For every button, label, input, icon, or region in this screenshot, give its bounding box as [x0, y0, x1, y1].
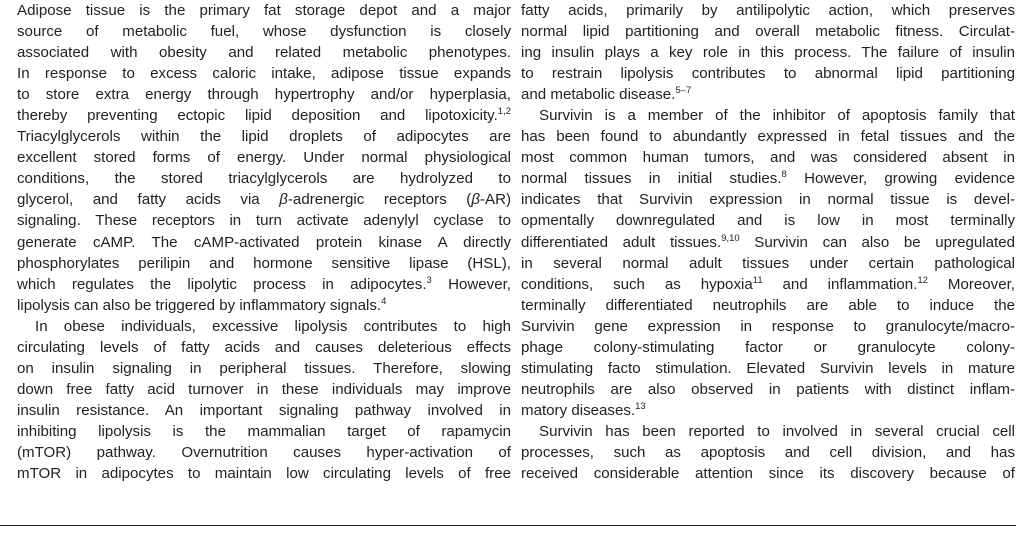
- text-run: most common human tumors, and was considered absent in: [521, 149, 1015, 167]
- text-run: Survivin gene expression in response to granulocyte/macro-: [521, 317, 1015, 335]
- text-run: However,: [431, 275, 511, 293]
- paragraph-1-line: [17, 105, 511, 126]
- text-run: In obese individuals, excessive lipolysis contributes to high: [35, 317, 511, 335]
- text-run: which regulates the lipolytic process in adipocytes.: [17, 275, 427, 293]
- paragraph-1-line: [17, 210, 511, 231]
- paragraph-3-line: [521, 337, 1015, 358]
- text-run: glycerol, and fatty acids via: [17, 191, 280, 209]
- text-run: phage colony-stimulating factor or granulocyte colony-: [521, 338, 1015, 356]
- text-run: terminally differentiated neutrophils are able to induce the: [521, 296, 1015, 314]
- paragraph-3-line: [521, 232, 1015, 253]
- text-run: down free fatty acid turnover in these individuals may improve: [17, 380, 511, 398]
- paragraph-2-line: [17, 316, 511, 337]
- text-run: phosphorylates perilipin and hormone sensitive lipase (HSL),: [17, 254, 511, 272]
- text-run: thereby preventing ectopic lipid deposition and lipotoxicity.: [17, 107, 498, 125]
- greek-symbol: β: [471, 191, 480, 209]
- paragraph-1-line: [17, 126, 511, 147]
- text-run: has been found to abundantly expressed in fetal tissues and the: [521, 128, 1015, 146]
- citation-superscript: 13: [635, 400, 646, 412]
- citation-superscript: 9,10: [721, 232, 740, 244]
- text-run: differentiated adult tissues.: [521, 233, 722, 251]
- paragraph-3-line: [521, 147, 1015, 168]
- paragraph-1-line: [17, 63, 511, 84]
- citation-superscript: 5–7: [675, 85, 692, 97]
- paragraph-3-line: [521, 316, 1015, 337]
- paragraph-3-line: [521, 400, 1015, 421]
- text-run: mTOR in adipocytes to maintain low circulating levels of free: [17, 465, 511, 483]
- text-run: Survivin can also be upregulated: [739, 233, 1015, 251]
- paragraph-3-line: [521, 358, 1015, 379]
- citation-superscript: 3: [426, 274, 432, 286]
- text-run: excellent stored forms of energy. Under normal physiological: [17, 149, 511, 167]
- paragraph-3-line: [521, 210, 1015, 231]
- paragraph-1-line: [17, 84, 511, 105]
- paragraph-4-line: [521, 421, 1015, 442]
- paragraph-1-line: [17, 295, 511, 316]
- footer-divider-line: [0, 525, 1016, 526]
- paragraph-1-line: [17, 0, 511, 21]
- paragraph-3-line: [521, 379, 1015, 400]
- text-run: source of metabolic fuel, whose dysfunction is closely: [17, 23, 511, 41]
- paragraph-3-line: [521, 168, 1015, 189]
- text-run: to restrain lipolysis contributes to abnormal lipid partitioning: [521, 65, 1015, 83]
- greek-symbol: β: [279, 191, 288, 209]
- text-run: in several normal adult tissues under certain pathological: [521, 254, 1015, 272]
- text-run: Survivin is a member of the inhibitor of apoptosis family that: [539, 107, 1015, 125]
- paragraph-1-line: [17, 274, 511, 295]
- text-run: associated with obesity and related metabolic phenotypes.: [17, 44, 511, 62]
- paragraph-4-line: [521, 463, 1015, 484]
- text-run: inhibiting lipolysis is the mammalian target of rapamycin: [17, 422, 511, 440]
- citation-superscript: 11: [752, 274, 763, 286]
- text-run: insulin resistance. An important signaling pathway involved in: [17, 401, 511, 419]
- paragraph-1-line: [17, 189, 511, 210]
- citation-superscript: 8: [781, 169, 787, 181]
- text-run: neutrophils are also observed in patients with distinct inflam-: [521, 380, 1015, 398]
- paragraph-3-line: [521, 105, 1015, 126]
- citation-superscript: 4: [381, 295, 387, 307]
- paragraph-2-line: [521, 84, 1015, 105]
- paragraph-3-line: [521, 253, 1015, 274]
- paragraph-2-line: [17, 358, 511, 379]
- text-run: matory diseases.: [521, 401, 636, 419]
- text-run: received considerable attention since its discovery because of: [521, 465, 1015, 483]
- text-run: However, growing evidence: [786, 170, 1015, 188]
- paragraph-2-line: [17, 400, 511, 421]
- paragraph-2-line: [521, 21, 1015, 42]
- paragraph-1-line: [17, 42, 511, 63]
- paragraph-2-line: [521, 0, 1015, 21]
- text-run: Survivin has been reported to involved in several crucial cell: [539, 422, 1015, 440]
- paragraph-3-line: [521, 274, 1015, 295]
- paragraph-2-line: [521, 63, 1015, 84]
- paragraph-3-line: [521, 189, 1015, 210]
- paragraph-1-line: [17, 253, 511, 274]
- paragraph-3-line: [521, 295, 1015, 316]
- text-run: and metabolic disease.: [521, 86, 676, 104]
- text-run: In response to excess caloric intake, adipose tissue expands: [17, 65, 511, 83]
- text-run: ing insulin plays a key role in this process. The failure of insulin: [521, 44, 1015, 62]
- text-run: lipolysis can also be triggered by inflammatory signals.: [17, 296, 382, 314]
- text-run: generate cAMP. The cAMP-activated protein kinase A directly: [17, 233, 511, 251]
- right-text-column: [521, 0, 1015, 484]
- citation-superscript: 1,2: [497, 106, 511, 118]
- text-run: Adipose tissue is the primary fat storage depot and a major: [17, 2, 511, 19]
- paragraph-3-line: [521, 126, 1015, 147]
- citation-superscript: 12: [917, 274, 928, 286]
- text-run: Triacylglycerols within the lipid droplets of adipocytes are: [17, 128, 511, 146]
- text-run: indicates that Survivin expression in normal tissue is devel-: [521, 191, 1015, 209]
- text-run: normal lipid partitioning and overall metabolic fitness. Circulat-: [521, 23, 1015, 41]
- left-text-column: [17, 0, 511, 484]
- text-run: opmentally downregulated and is low in most terminally: [521, 212, 1015, 230]
- text-run: normal tissues in initial studies.: [521, 170, 782, 188]
- paragraph-4-line: [521, 442, 1015, 463]
- paragraph-2-line: [17, 337, 511, 358]
- paragraph-1-line: [17, 232, 511, 253]
- text-run: and inflammation.: [762, 275, 918, 293]
- paragraph-2-line: [17, 442, 511, 463]
- text-run: -adrenergic receptors (: [287, 191, 472, 209]
- paragraph-2-line: [17, 463, 511, 484]
- text-run: signaling. These receptors in turn activate adenylyl cyclase to: [17, 212, 511, 230]
- text-run: conditions, such as hypoxia: [521, 275, 753, 293]
- text-run: processes, such as apoptosis and cell division, and has: [521, 443, 1015, 461]
- paragraph-2-line: [17, 379, 511, 400]
- text-run: conditions, the stored triacylglycerols are hydrolyzed to: [17, 170, 511, 188]
- text-run: to store extra energy through hypertrophy and/or hyperplasia,: [17, 86, 511, 104]
- text-run: -AR): [479, 191, 511, 209]
- paragraph-2-line: [521, 42, 1015, 63]
- text-run: stimulating facto stimulation. Elevated Survivin levels in mature: [521, 359, 1015, 377]
- text-run: fatty acids, primarily by antilipolytic action, which preserves: [521, 2, 1015, 19]
- paragraph-1-line: [17, 168, 511, 189]
- paragraph-1-line: [17, 147, 511, 168]
- text-run: circulating levels of fatty acids and causes deleterious effects: [17, 338, 511, 356]
- paragraph-2-line: [17, 421, 511, 442]
- paragraph-1-line: [17, 21, 511, 42]
- text-run: Moreover,: [927, 275, 1015, 293]
- text-run: on insulin signaling in peripheral tissues. Therefore, slowing: [17, 359, 511, 377]
- text-run: (mTOR) pathway. Overnutrition causes hyper-activation of: [17, 443, 511, 461]
